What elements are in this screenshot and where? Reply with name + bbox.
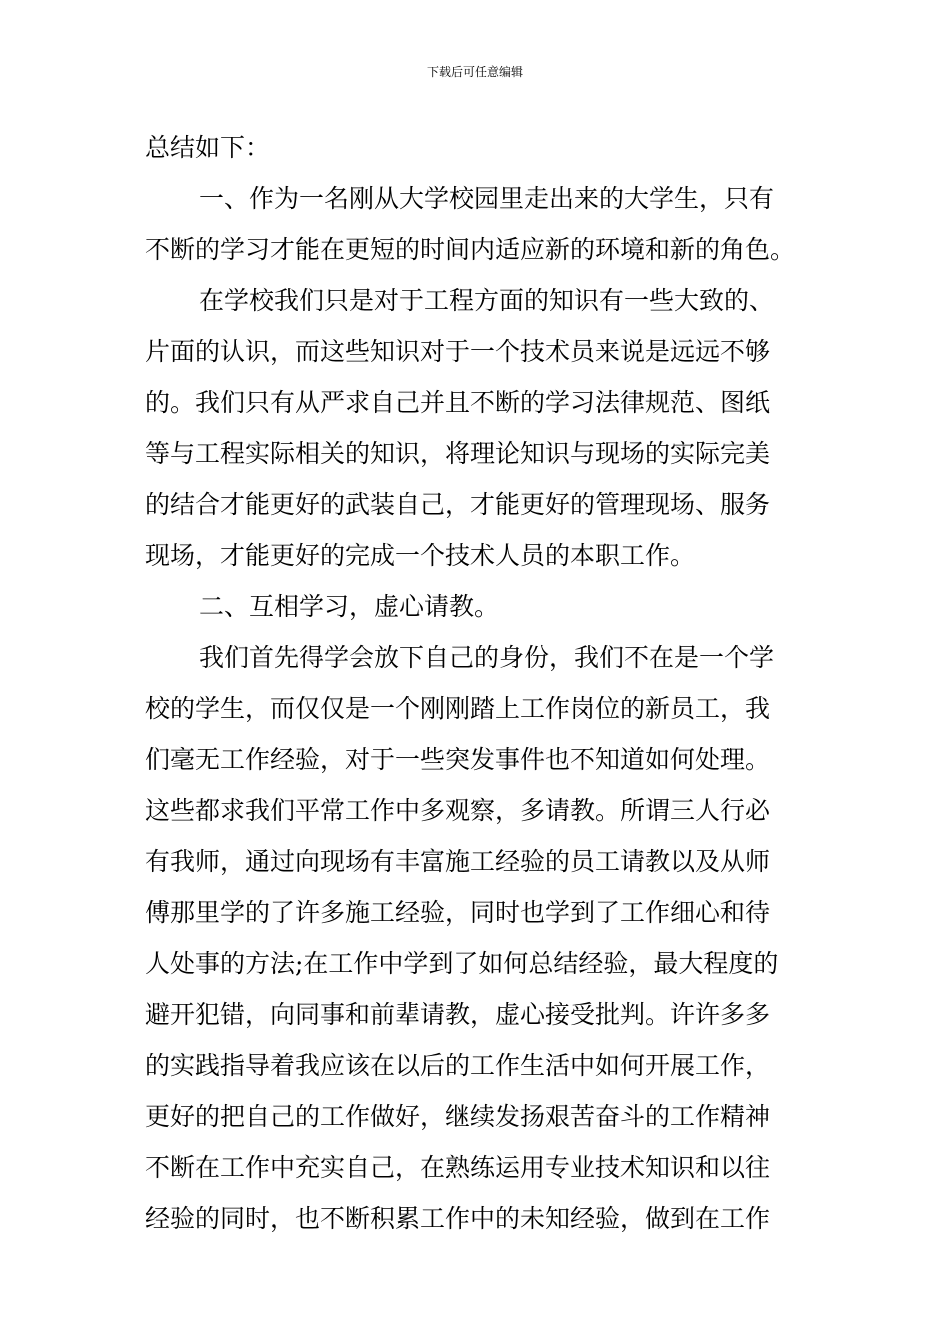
- text-line: 不断在工作中充实自己，在熟练运用专业技术知识和以往: [145, 1153, 771, 1182]
- text-line: 一、作为一名刚从大学校园里走出来的大学生，只有: [199, 184, 775, 213]
- text-line: 傅那里学的了许多施工经验，同时也学到了工作细心和待: [145, 898, 771, 927]
- text-line: 现场，才能更好的完成一个技术人员的本职工作。: [145, 541, 696, 570]
- text-line: 片面的认识，而这些知识对于一个技术员来说是远远不够: [145, 337, 771, 366]
- text-line: 经验的同时，也不断积累工作中的未知经验，做到在工作: [145, 1204, 771, 1233]
- text-line: 避开犯错，向同事和前辈请教，虚心接受批判。许许多多: [145, 1000, 771, 1029]
- text-line: 的。我们只有从严求自己并且不断的学习法律规范、图纸: [145, 388, 771, 417]
- text-line: 二、互相学习，虚心请教。: [199, 592, 500, 621]
- text-line: 这些都求我们平常工作中多观察，多请教。所谓三人行必: [145, 796, 771, 825]
- text-line: 更好的把自己的工作做好，继续发扬艰苦奋斗的工作精神: [145, 1102, 771, 1131]
- text-line: 人处事的方法;在工作中学到了如何总结经验，最大程度的: [145, 949, 779, 978]
- text-line: 的结合才能更好的武装自己，才能更好的管理现场、服务: [145, 490, 771, 519]
- text-line: 不断的学习才能在更短的时间内适应新的环境和新的角色。: [145, 235, 796, 264]
- document-body: [145, 122, 815, 1244]
- text-line: 我们首先得学会放下自己的身份，我们不在是一个学: [199, 643, 775, 672]
- text-line: 校的学生，而仅仅是一个刚刚踏上工作岗位的新员工，我: [145, 694, 771, 723]
- text-line: 总结如下：: [145, 133, 271, 162]
- text-line: 们毫无工作经验，对于一些突发事件也不知道如何处理。: [145, 745, 771, 774]
- text-line: 在学校我们只是对于工程方面的知识有一些大致的、: [199, 286, 775, 315]
- text-line: 有我师，通过向现场有丰富施工经验的员工请教以及从师: [145, 847, 771, 876]
- page-header: 下载后可任意编辑: [426, 65, 523, 79]
- text-line: 的实践指导着我应该在以后的工作生活中如何开展工作，: [145, 1051, 771, 1080]
- text-line: 等与工程实际相关的知识，将理论知识与现场的实际完美: [145, 439, 771, 468]
